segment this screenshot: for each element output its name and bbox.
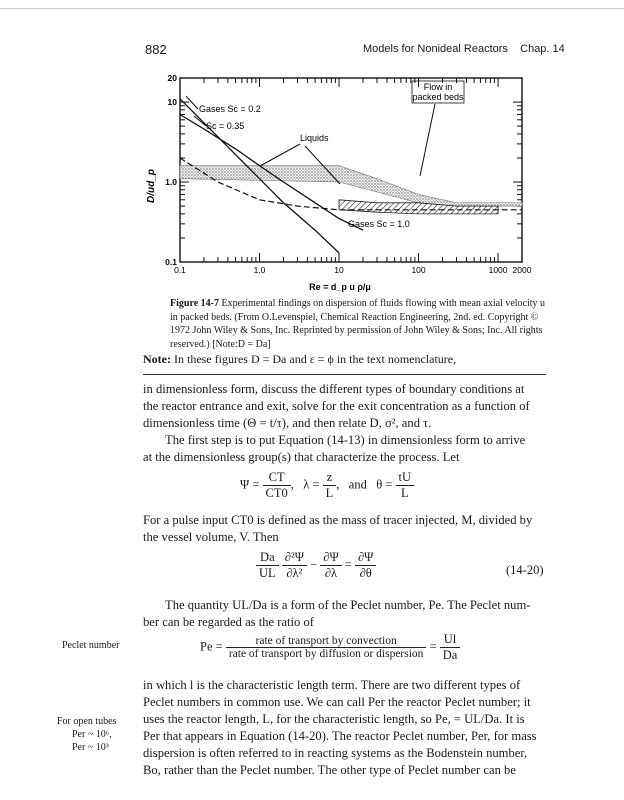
margin-note-pe-2: Per ~ 10³	[72, 742, 109, 753]
text-line: ber can be regarded as the ratio of	[143, 615, 314, 629]
x-tick-label: 10	[334, 265, 344, 275]
text-line: The quantity UL/Da is a form of the Peclet number, Pe. The Peclet num-	[165, 598, 531, 612]
numerator: CT	[263, 470, 291, 486]
figure-caption	[170, 297, 550, 351]
liquids-band	[180, 166, 522, 206]
text-line: the vessel volume, V. Then	[143, 530, 279, 544]
caption-label: Figure 14-7	[170, 298, 219, 309]
numerator: rate of transport by convection	[226, 635, 427, 648]
x-tick-label: 2000	[512, 265, 532, 275]
margin-note-pe-1: Per ~ 10⁶,	[72, 729, 112, 740]
text-line: dispersion is often referred to in reacting systems as the Bodenstein number,	[143, 746, 528, 760]
x-axis-label: Re = d_p u ρ/μ	[309, 282, 371, 292]
annotation-liquids: Liquids	[300, 133, 329, 143]
denominator: ∂λ²	[286, 566, 303, 580]
equation-peclet	[200, 632, 460, 663]
eq-and: and	[348, 477, 367, 492]
annotation-gases-sc-10: Gases Sc = 1.0	[348, 219, 410, 229]
text-line: at the dimensionless group(s) that characterize the process. Let	[143, 450, 460, 464]
running-title: Models for Nonideal Reactors Chap. 14	[363, 43, 565, 55]
text-line: Per that appears in Equation (14-20). The reactor Peclet number, Per, for mass	[143, 729, 537, 743]
numerator: ∂Ψ	[320, 550, 341, 566]
denominator: L	[325, 486, 334, 500]
denominator: ∂θ	[359, 566, 372, 580]
equation-14-20	[256, 550, 376, 581]
denominator: UL	[259, 566, 276, 580]
note	[143, 352, 456, 367]
paragraph-3	[143, 512, 548, 546]
text-line: the reactor entrance and exit, solve for the exit concentration as a function of	[143, 399, 530, 413]
x-tick-label: 1000	[488, 265, 508, 275]
page-number: 882	[145, 42, 167, 57]
denominator: ∂λ	[324, 566, 338, 580]
leader-line	[260, 144, 300, 166]
x-tick-label: 0.1	[174, 265, 186, 275]
annotation-gases-sc-02: Gases Sc = 0.2	[199, 104, 261, 114]
fraction	[263, 470, 291, 501]
fraction	[323, 470, 337, 501]
paragraph-2	[143, 432, 548, 466]
annotation-sc-035: Sc = 0.35	[206, 121, 245, 131]
paragraph-4	[143, 597, 548, 631]
equation-dimensionless-vars: Ψ = $\frac{CT}{CT0}$ , λ = $\frac{z}{L}$ , and θ = $\frac{tU}{L}$	[240, 470, 414, 501]
eq-psi: Ψ =	[240, 477, 260, 492]
y-axis-label: D/ud_p	[146, 169, 157, 203]
paragraph-5	[143, 677, 548, 779]
denominator: CT0	[265, 486, 288, 500]
fraction	[396, 470, 415, 501]
text-line: Bo, rather than the Peclet number. The other type of Peclet number can be	[143, 763, 516, 777]
denominator: rate of transport by diffusion or dispersion	[228, 648, 424, 660]
y-tick-label: 0.1	[165, 257, 177, 267]
numerator: z	[323, 470, 337, 486]
denominator: Da	[442, 648, 458, 662]
y-tick-label: 10	[167, 97, 177, 108]
eq-theta: θ =	[376, 477, 393, 492]
note-rule	[143, 374, 546, 375]
paragraph-1	[143, 381, 548, 432]
text-line: uses the reactor length, L, for the characteristic length, so Pe, = UL/Da. It is	[143, 712, 525, 726]
note-text: In these figures D = Da and ε = ϕ in the text nomenclature,	[173, 352, 457, 366]
annotation-flow-packed-beds: Flow in packed beds	[412, 82, 464, 102]
fraction	[256, 550, 279, 581]
margin-note-peclet: Peclet number	[62, 640, 120, 651]
numerator: tU	[396, 470, 415, 486]
eq-lambda: λ =	[303, 477, 320, 492]
x-tick-label: 1.0	[253, 265, 266, 275]
text-line: The first step is to put Equation (14-13) in dimensionless form to arrive	[165, 433, 526, 447]
eq-pe: Pe =	[200, 639, 223, 654]
eq-minus: −	[310, 557, 318, 572]
text-line: For a pulse input CT0 is defined as the mass of tracer injected, M, divided by	[143, 513, 533, 527]
eq-equals: =	[429, 639, 437, 654]
equation-number: (14-20)	[506, 563, 544, 577]
dispersion-chart	[140, 66, 540, 296]
text-line: dimensionless time (Θ = t/τ), and then relate D, σ², and τ.	[143, 416, 432, 430]
text-line: in which l is the characteristic length term. There are two different types of	[143, 678, 521, 692]
top-rule	[0, 8, 624, 9]
fraction	[440, 632, 461, 663]
fraction	[226, 635, 427, 660]
text-line: Peclet numbers in common use. We can call Per the reactor Peclet number; it	[143, 695, 531, 709]
data-bands	[180, 166, 522, 214]
leader-line	[420, 104, 435, 176]
numerator: Da	[256, 550, 279, 566]
fraction	[320, 550, 341, 581]
fraction	[355, 550, 376, 581]
numerator: Ul	[440, 632, 461, 648]
note-label: Note:	[143, 352, 171, 366]
text-line: in dimensionless form, discuss the different types of boundary conditions at	[143, 382, 525, 396]
y-tick-label: 20	[167, 73, 177, 83]
denominator: L	[400, 486, 409, 500]
x-tick-label: 100	[411, 265, 426, 275]
numerator: ∂Ψ	[355, 550, 376, 566]
fraction	[282, 550, 307, 581]
margin-note-open-tubes: For open tubes	[57, 716, 117, 727]
annotation-line: packed beds	[412, 92, 464, 102]
y-tick-label: 1.0	[165, 177, 177, 188]
eq-equals: =	[344, 557, 352, 572]
numerator: ∂²Ψ	[282, 550, 307, 566]
caption-text: Experimental findings on dispersion of fluids flowing with mean axial velocity u in packed beds. (From O.Levenspiel, Chemical Reaction Engineering, 2nd. ed. Copyright © 1972 John Wiley & Sons, Inc. Reprinted by permission of John Wiley & Sons; Inc. All rights reserved.) [Note:D = Da]	[170, 298, 546, 350]
